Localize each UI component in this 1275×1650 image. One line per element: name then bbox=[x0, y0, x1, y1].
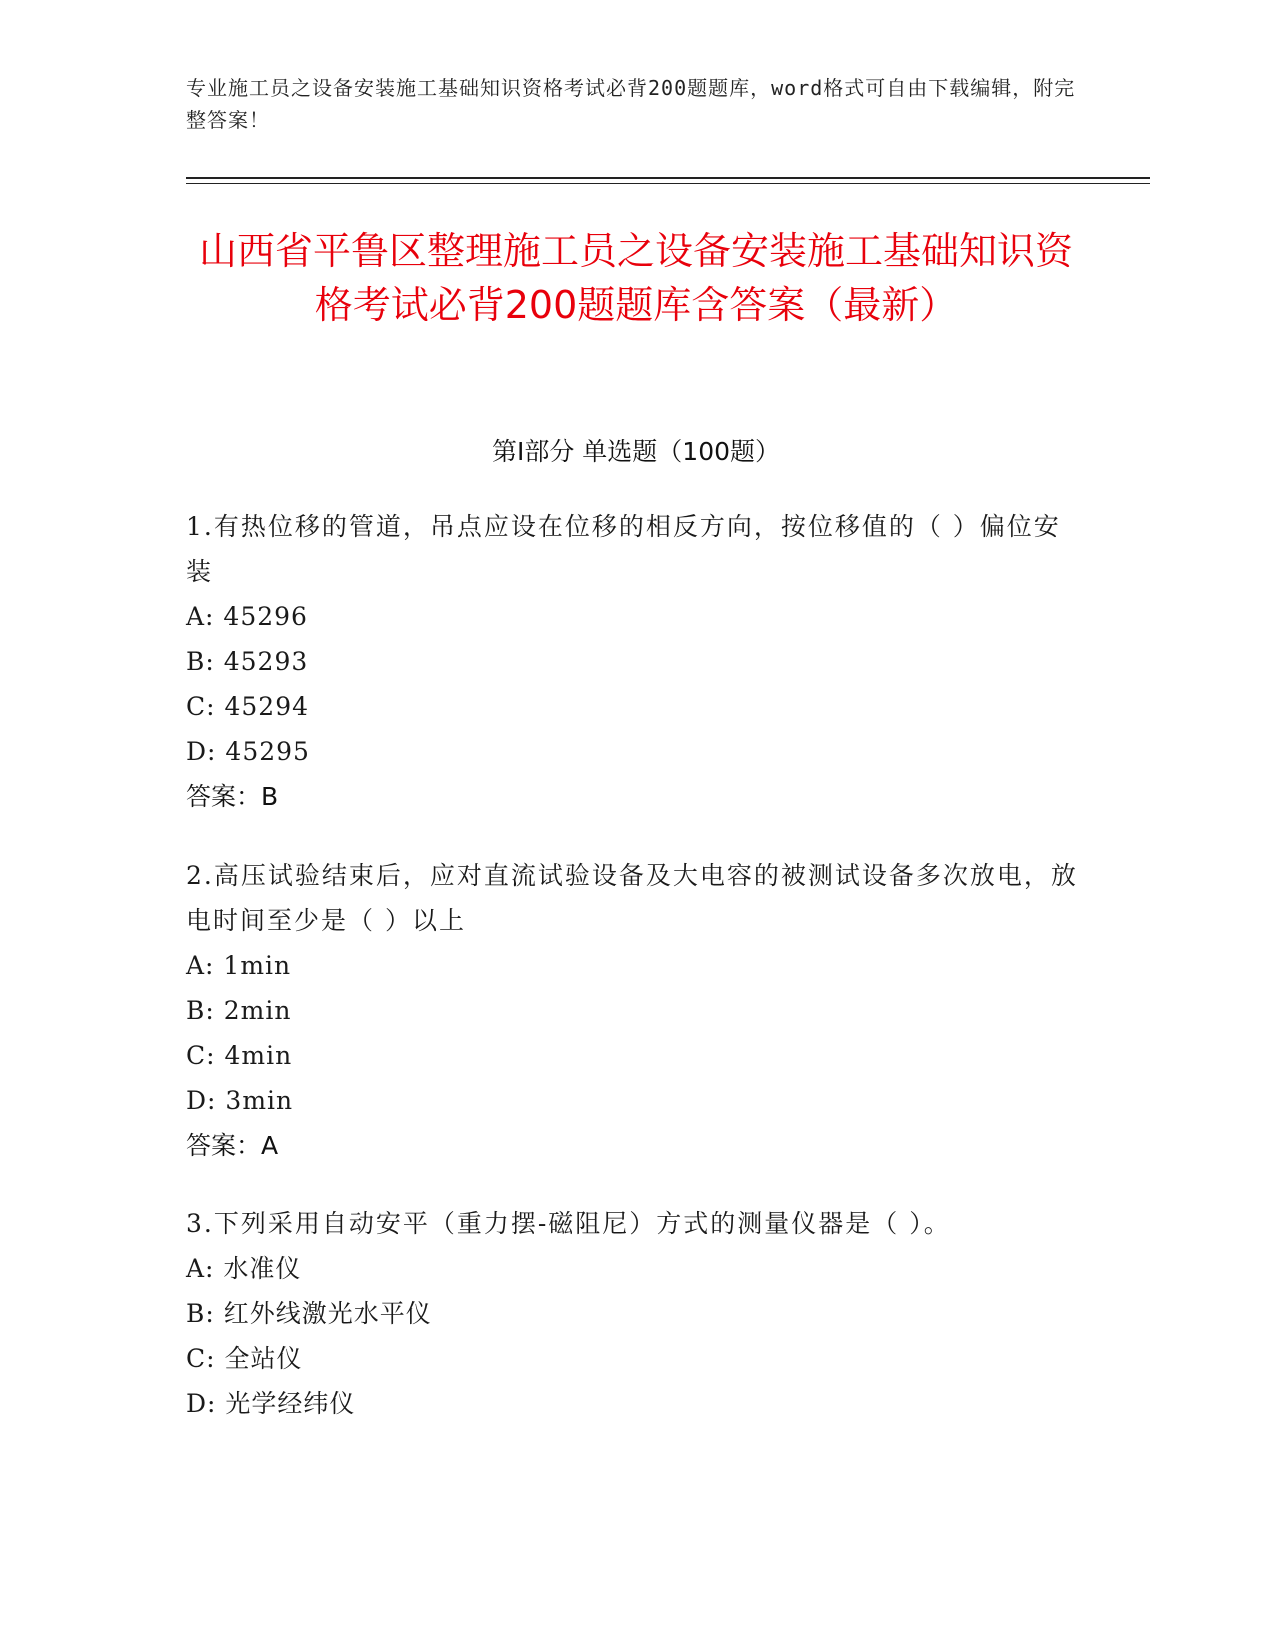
section-heading: 第I部分 单选题（100题） bbox=[491, 437, 781, 466]
option-c: C: 全站仪 bbox=[186, 1344, 303, 1373]
answer-line: 答案：A bbox=[186, 1131, 279, 1160]
header-divider-thin bbox=[186, 183, 1150, 184]
question-3 bbox=[186, 1201, 1086, 1426]
option-d: D: 光学经纬仪 bbox=[186, 1389, 356, 1418]
question-1 bbox=[186, 504, 1086, 819]
option-d: D: 45295 bbox=[186, 737, 310, 766]
option-d: D: 3min bbox=[186, 1086, 294, 1115]
question-stem: 2.高压试验结束后，应对直流试验设备及大电容的被测试设备多次放电，放电时间至少是（ ）以上 bbox=[186, 861, 1078, 935]
option-c: C: 45294 bbox=[186, 692, 310, 721]
option-b: B: 红外线激光水平仪 bbox=[186, 1299, 432, 1328]
option-a: A: 1min bbox=[186, 951, 292, 980]
option-a: A: 水准仪 bbox=[186, 1254, 302, 1283]
question-2 bbox=[186, 853, 1086, 1168]
header-note: 专业施工员之设备安装施工基础知识资格考试必背200题题库，word格式可自由下载编辑，附完整答案！ bbox=[186, 76, 1076, 132]
option-a: A: 45296 bbox=[186, 602, 308, 631]
question-stem: 1.有热位移的管道，吊点应设在位移的相反方向，按位移值的（ ）偏位安装 bbox=[186, 512, 1061, 586]
option-c: C: 4min bbox=[186, 1041, 293, 1070]
option-b: B: 2min bbox=[186, 996, 292, 1025]
header-divider-thick bbox=[186, 177, 1150, 179]
document-title: 山西省平鲁区整理施工员之设备安装施工基础知识资格考试必背200题题库含答案（最新） bbox=[198, 229, 1073, 327]
question-stem: 3.下列采用自动安平（重力摆-磁阻尼）方式的测量仪器是（ ）。 bbox=[186, 1209, 951, 1238]
option-b: B: 45293 bbox=[186, 647, 309, 676]
answer-line: 答案：B bbox=[186, 782, 279, 811]
